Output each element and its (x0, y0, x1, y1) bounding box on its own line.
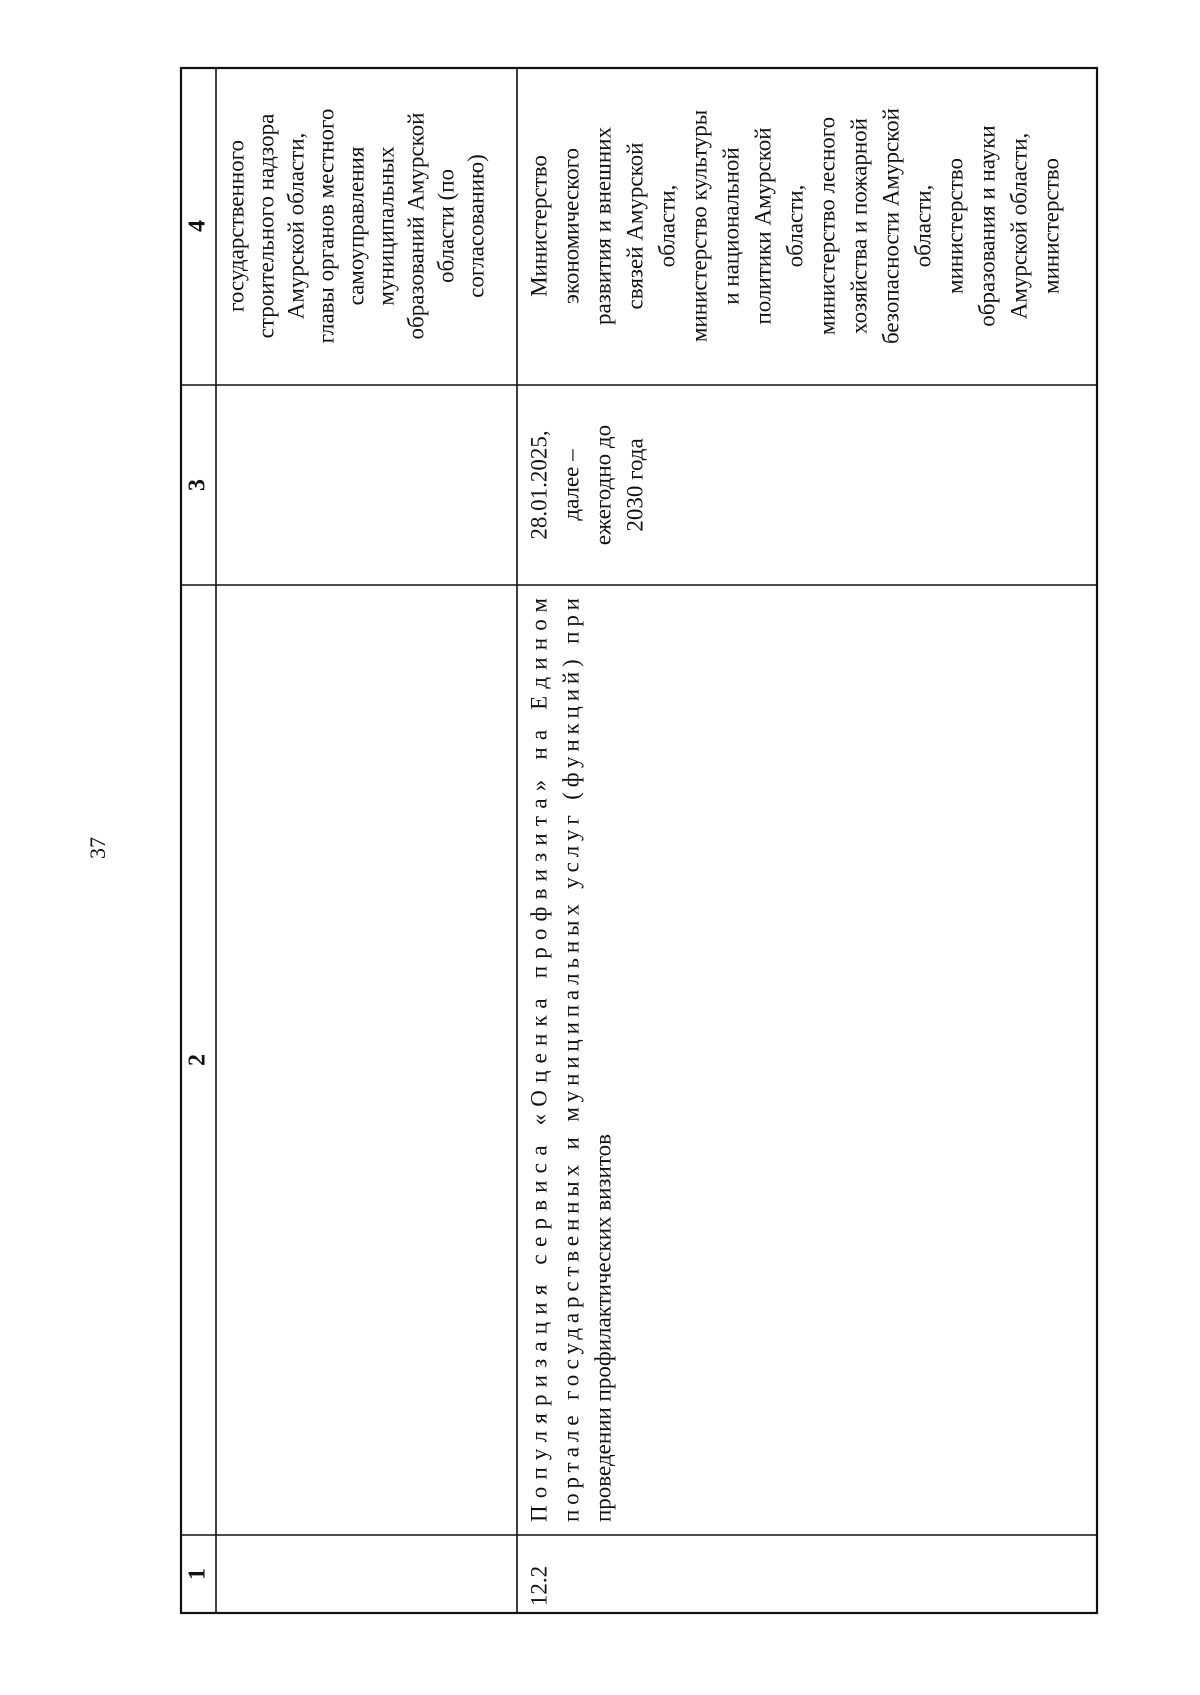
row-2-responsible-line: Министерство (526, 155, 552, 297)
row-1-responsible-line: муниципальных (373, 146, 399, 306)
row-2-responsible-line: и национальной (718, 147, 744, 305)
header-col-3: 3 (184, 479, 211, 491)
row-2-deadline-line: 28.01.2025, (526, 430, 552, 540)
row-1-responsible-line: области (по (433, 168, 459, 284)
row-2-responsible-line: министерство (1038, 158, 1064, 294)
row-2-responsible-line: связей Амурской (622, 142, 648, 310)
row-2-action-line: проведении профилактических визитов (590, 1134, 616, 1522)
row-2-responsible-line: области, (654, 184, 680, 268)
row-2-responsible-line: безопасности Амурской (878, 108, 904, 344)
row-2-number: 12.2 (526, 1565, 552, 1607)
row-2-responsible-line: политики Амурской (750, 127, 776, 325)
row-1-responsible-line: строительного надзора (253, 113, 279, 339)
row-2-responsible-line: министерство лесного (814, 116, 840, 336)
page-number: 37 (85, 837, 111, 859)
header-col-1: 1 (184, 1568, 211, 1580)
row-2-responsible-line: области, (910, 184, 936, 268)
row-2-deadline-line: 2030 года (622, 438, 648, 532)
row-1-responsible-line: государственного (223, 140, 249, 312)
row-2-responsible-line: области, (782, 184, 808, 268)
row-2-responsible-line: развития и внешних (590, 127, 616, 325)
row-2-responsible-line: хозяйства и пожарной (846, 118, 872, 334)
row-1-responsible-line: главы органов местного (313, 108, 339, 344)
row-2-responsible-line: образования и науки (974, 125, 1000, 327)
header-col-2: 2 (184, 1054, 211, 1066)
row-2-responsible-line: экономического (558, 147, 584, 305)
row-1-responsible-line: Амурской области, (283, 132, 309, 320)
row-2-responsible-line: министерство (942, 158, 968, 294)
row-1-responsible-line: согласованию) (463, 154, 489, 298)
row-2-action-line: портале государственных и муниципальных услуг (функций) при (558, 598, 584, 1522)
row-2-action-line: Популяризация сервиса «Оценка профвизита» на Едином (526, 597, 552, 1522)
row-1-responsible-line: образований Амурской (403, 112, 429, 340)
row-2-deadline-line: далее – (558, 449, 584, 521)
row-2-deadline-line: ежегодно до (590, 424, 616, 546)
row-2-responsible-line: Амурской области, (1006, 132, 1032, 320)
header-col-4: 4 (184, 220, 211, 232)
row-1-responsible-line: самоуправления (343, 146, 369, 306)
row-2-responsible-line: министерство культуры (686, 109, 712, 343)
